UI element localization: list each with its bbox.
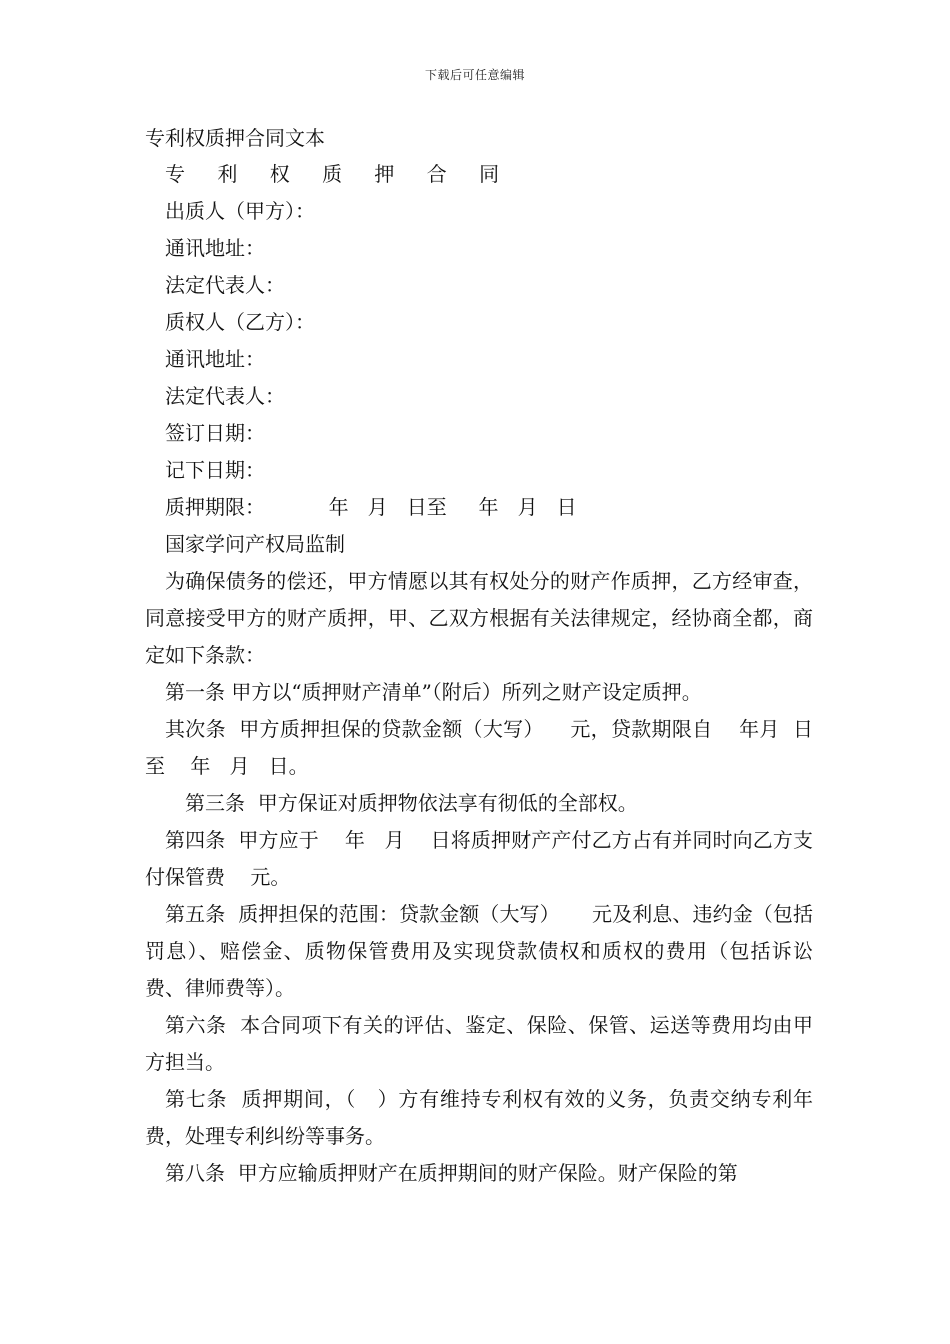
sign-date-field: 签订日期：	[165, 421, 265, 445]
supervisor-note: 国家学问产权局监制	[165, 532, 345, 556]
article-4: 第四条 甲方应于 年 月 日将质押财产产付乙方占有并同时向乙方支付保管费 元。	[145, 828, 813, 889]
document-title: 专利权质押合同文本	[145, 126, 325, 150]
header-note: 下载后可任意编辑	[424, 68, 525, 82]
pledgor-field: 出质人（甲方）：	[165, 199, 315, 223]
article-6: 第六条 本合同项下有关的评估、鉴定、保险、保管、运送等费用均由甲方担当。	[145, 1013, 813, 1074]
pledgor-address-field: 通讯地址：	[165, 236, 265, 260]
article-1: 第一条 甲方以“质押财产清单”（附后）所列之财产设定质押。	[165, 680, 702, 704]
article-3: 第三条 甲方保证对质押物依法享有彻低的全部权。	[185, 791, 638, 815]
pledgee-address-field: 通讯地址：	[165, 347, 265, 371]
article-8: 第八条 甲方应输质押财产在质押期间的财产保险。财产保险的第	[165, 1161, 738, 1185]
pledge-term-field: 质押期限： 年 月 日至 年 月 日	[165, 495, 577, 519]
article-5: 第五条 质押担保的范围：贷款金额（大写） 元及利息、违约金（包括罚息）、赔偿金、质物保管费用及实现贷款债权和质权的费用（包括诉讼费、律师费等）。	[145, 902, 813, 1000]
article-2: 其次条 甲方质押担保的贷款金额（大写） 元，贷款期限自 年月 日至 年 月 日。	[145, 717, 813, 778]
preamble-paragraph: 为确保债务的偿还，甲方情愿以其有权处分的财产作质押，乙方经审查，同意接受甲方的财产质押，甲、乙双方根据有关法律规定，经协商全都，商定如下条款：	[145, 569, 813, 667]
article-7: 第七条 质押期间，（ ）方有维持专利权有效的义务，负责交纳专利年费，处理专利纠纷等事务。	[145, 1087, 813, 1148]
contract-heading: 专 利 权 质 押 合 同	[165, 162, 513, 186]
pledgee-representative-field: 法定代表人：	[165, 384, 285, 408]
record-date-field: 记下日期：	[165, 458, 265, 482]
pledgor-representative-field: 法定代表人：	[165, 273, 285, 297]
pledgee-field: 质权人（乙方）：	[165, 310, 315, 334]
